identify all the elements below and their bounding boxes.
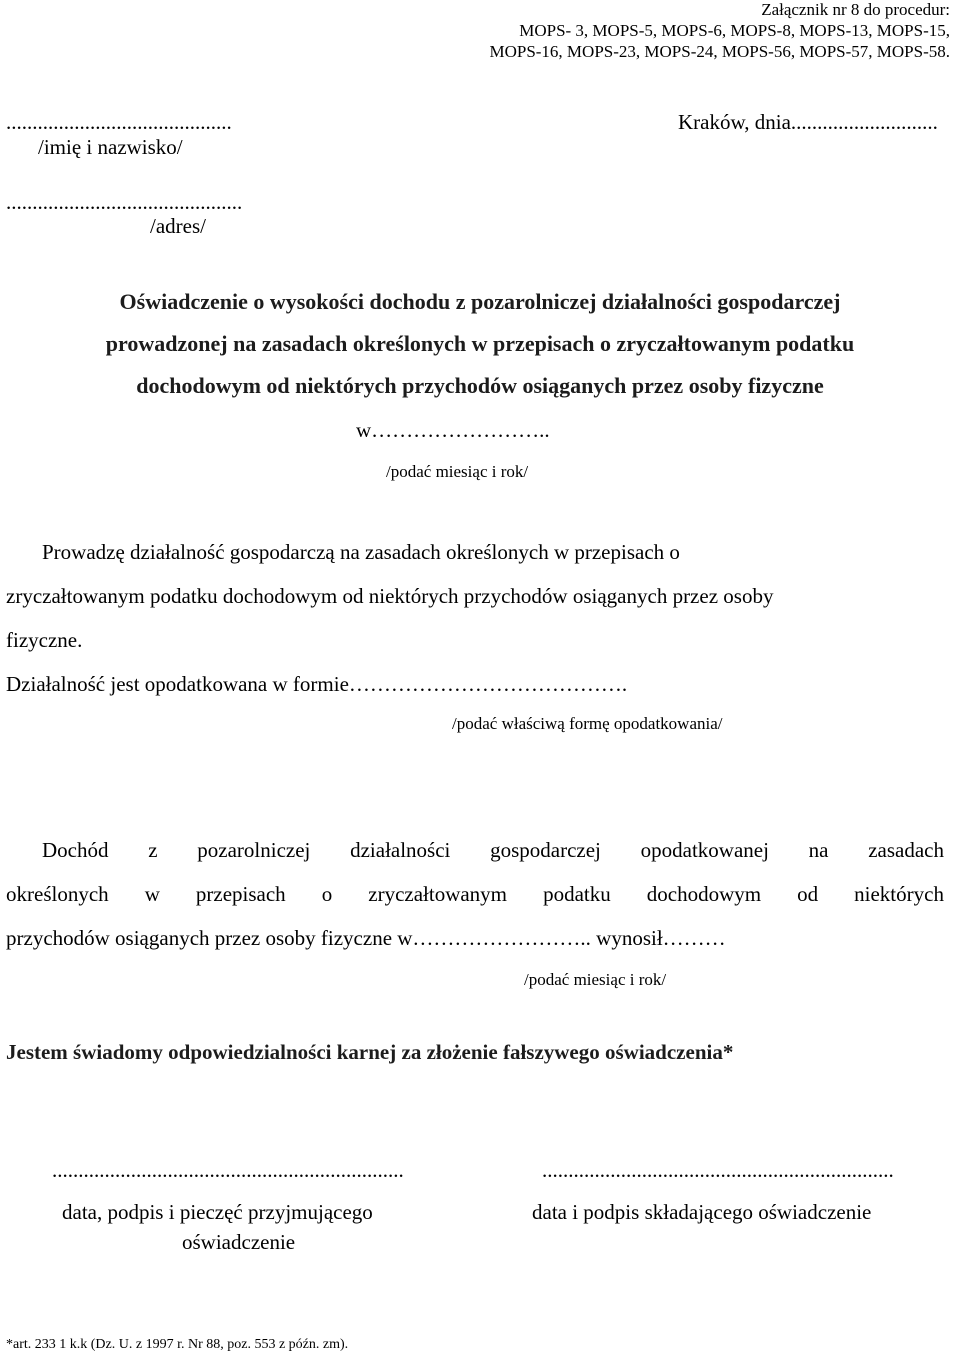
annex-line-3: MOPS-16, MOPS-23, MOPS-24, MOPS-56, MOPS-57, MOPS-58. (489, 42, 950, 61)
p3_line1-word: gospodarczej (490, 838, 601, 862)
name-label: /imię i nazwisko/ (38, 135, 183, 159)
p1-line-3: fizyczne. (6, 628, 83, 652)
left-signature-dots: ................................................................... (52, 1158, 404, 1182)
p3_line1-word: zasadach (868, 838, 944, 862)
name-dots: ........................................... (6, 110, 232, 134)
right-signature-label: data i podpis składającego oświadczenie (532, 1200, 872, 1224)
p3_line2-word: dochodowym (646, 882, 762, 906)
annex-line-1: Załącznik nr 8 do procedur: (761, 0, 950, 19)
p1-line-2: zryczałtowanym podatku dochodowym od niektórych przychodów osiąganych przez osoby (6, 584, 774, 608)
p3_line1-word: pozarolniczej (197, 838, 311, 862)
title-hint: /podać miesiąc i rok/ (386, 462, 529, 481)
address-dots: ............................................. (6, 190, 243, 214)
p3_line2-word: przepisach (195, 882, 286, 906)
left-signature-label-2: oświadczenie (182, 1230, 296, 1254)
p3_line1-word: opodatkowanej (640, 838, 769, 862)
title-line-3: dochodowym od niektórych przychodów osiąganych przez osoby fizyczne (136, 373, 824, 398)
title-line-2: prowadzonej na zasadach określonych w przepisach o zryczałtowanym podatku (105, 331, 855, 356)
title-line-1: Oświadczenie o wysokości dochodu z pozarolniczej działalności gospodarczej (119, 289, 841, 314)
p3_line1-word: na (808, 838, 829, 862)
p3_line2-word: określonych (6, 882, 109, 906)
annex-line-2: MOPS- 3, MOPS-5, MOPS-6, MOPS-8, MOPS-13, MOPS-15, (519, 21, 950, 40)
p3_line2-word: niektórych (854, 882, 944, 906)
p3-line-2 (6, 882, 944, 907)
footnote: *art. 233 1 k.k (Dz. U. z 1997 r. Nr 88, poz. 553 z późn. zm). (6, 1337, 349, 1352)
p3_line2-word: podatku (543, 882, 611, 906)
right-signature-dots: ................................................................... (542, 1158, 894, 1182)
p3_line1-word: Dochód (42, 838, 109, 862)
p3_line2-word: o (321, 882, 333, 906)
p2-hint: /podać właściwą formę opodatkowania/ (452, 714, 723, 733)
title-month-field: w…………………….. (356, 418, 550, 442)
statement: Jestem świadomy odpowiedzialności karnej za złożenie fałszywego oświadczenia* (6, 1040, 734, 1064)
p3_line2-word: zryczałtowanym (368, 882, 508, 906)
p3-hint: /podać miesiąc i rok/ (524, 970, 667, 989)
p3-line-3: przychodów osiąganych przez osoby fizyczne w…………………….. wynosił……… (6, 926, 726, 950)
p3_line2-word: w (144, 882, 160, 906)
left-signature-label-1: data, podpis i pieczęć przyjmującego (62, 1200, 373, 1224)
p1-line-1: Prowadzę działalność gospodarczą na zasadach określonych w przepisach o (42, 540, 680, 564)
p3_line2-word: od (797, 882, 819, 906)
p3_line1-word: z (148, 838, 158, 862)
p2-line-1: Działalność jest opodatkowana w formie…………………………………. (6, 672, 628, 696)
p3-line-1 (42, 838, 944, 863)
date-field: Kraków, dnia............................ (678, 110, 938, 134)
p3_line1-word: działalności (350, 838, 451, 862)
address-label: /adres/ (150, 214, 206, 238)
